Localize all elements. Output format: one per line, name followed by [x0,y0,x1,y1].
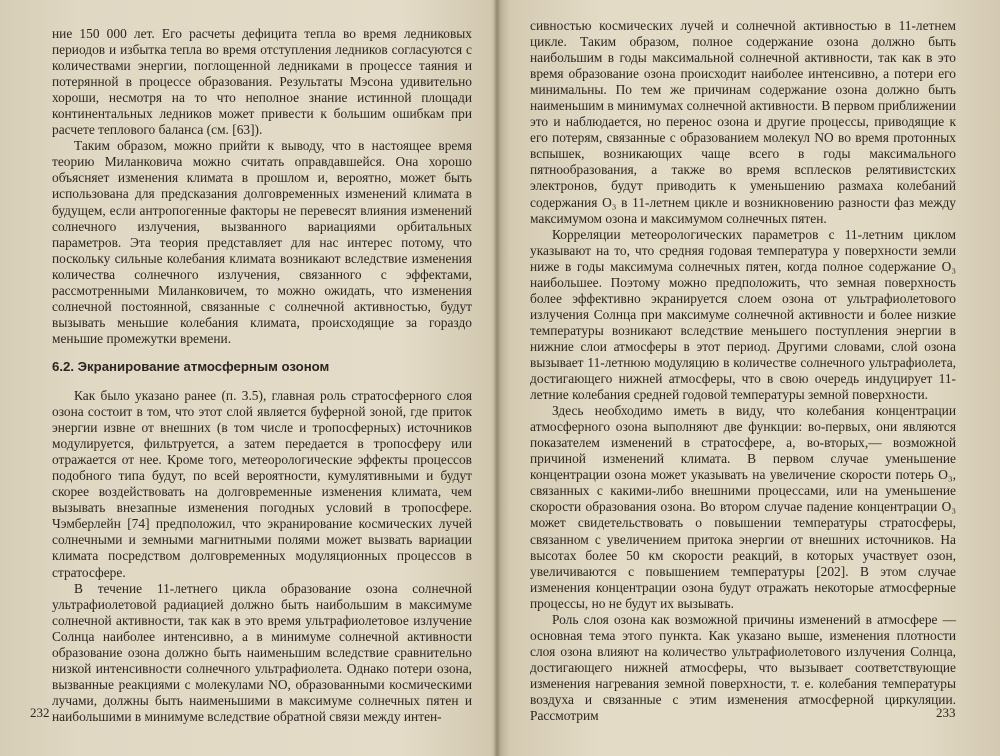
paragraph: Корреляции метеорологических параметров с 11-летним циклом указывают на то, что средняя годовая температура у поверхности земли ниже в годы максимума солнечных пятен, когда полное содержание O₃ наибольшее. Поэтому можно предположить, что земная поверхность более эффективно экранируется слоем озона от ультрафиолетового излучения Солнца при максимуме солнечной активности и более низкие температуры возникают вследствие меньшего поступления энергии в нижние слои атмосферы в этот период. Другими словами, слой озона вызывает 11-летнюю модуляцию в количестве солнечного ультрафиолета, достигающего нижней атмосферы, что в свою очередь индуцирует 11-летние колебания средней годовой температуры земной поверхности. [530,226,956,403]
paragraph: Таким образом, можно прийти к выводу, что в настоящее время теорию Миланковича можно считать оправдавшейся. Она хорошо объясняет изменения климата в прошлом и, вероятно, может быть использована для предсказания долговременных изменений климата в будущем, если антропогенные факторы не перевесят влияния изменений солнечного излучения, вызванного вариациями орбитальных параметров. Эта теория представляет для нас интерес потому, что поскольку сильные колебания климата возникают вследствие изменения количества солнечного излучения, связанного с эффектами, рассмотренными Миланковичем, то можно ожидать, что изменения солнечной постоянной, связанные с солнечной активностью, будут вызывать меньшие колебания климата, происходящие за гораздо меньшие промежутки времени. [52,138,472,346]
book-gutter [493,0,501,756]
section-heading: 6.2. Экранирование атмосферным озоном [52,358,330,374]
paragraph: ние 150 000 лет. Его расчеты дефицита тепла во время ледниковых периодов и избытка тепла во время отступления ледников согласуются с количествами энергии, поглощенной ледниками в процессе таяния и потерянной в процессе образования. Результаты Мэсона удивительно хороши, несмотря на то что неполное знание истинной площади континентальных ледников может привести к большим ошибкам при расчете теплового баланса (см. [63]). [52,26,472,138]
paragraph: Здесь необходимо иметь в виду, что колебания концентрации атмосферного озона выполняют две функции: во-первых, они являются показателем изменений в стратосфере, а, во-вторых,— возможной причиной изменений климата. В первом случае уменьшение концентрации озона может указывать на увеличение скорости потерь O₃, связанных с какими-либо внешними процессами, или на уменьшение скорости образования озона. Во втором случае падение концентрации O₃ может свидетельствовать о повышении температуры стратосферы, связанном с увеличением притока энергии от внешних источников. На высотах более 50 км скорости реакций, в которых участвует озон, увеличиваются с повышением температуры [202]. В этом случае изменения концентрации озона будут отражать некоторые атмосферные процессы, но не будут их вызывать. [530,403,956,611]
left-page [52,26,472,725]
page-number-right: 233 [936,705,956,720]
paragraph: Роль слоя озона как возможной причины изменений в атмосфере — основная тема этого пункта. Как указано выше, изменения плотности слоя озона влияют на количество ультрафиолетового излучения Солнца, достигающего нижней атмосферы, что вызывает соответствующие изменения нагревания земной поверхности, т. е. колебания температуры воздуха и связанные с этим изменения атмосферной циркуляции. Рассмотрим [530,611,956,724]
paragraph: сивностью космических лучей и солнечной активностью в 11-летнем цикле. Таким образом, полное содержание озона должно быть наибольшим в годы максимальной солнечной активности, так как в это время образование озона происходит наиболее интенсивно, а потери его минимальны. По тем же причинам содержание озона должно быть наименьшим в минимумах солнечной активности. В первом приближении это и наблюдается, но перенос озона и другие процессы, приводящие к его потерям, связанные с образованием молекул NO во время протонных вспышек, возникающих чаще всего в годы максимального пятнообразования, а также во время всплесков релятивистских электронов, будут приводить к уменьшению размаха колебаний содержания O₃ в 11-летнем цикле и возникновению разности фаз между максимумом озона и максимумом солнечных пятен. [530,18,956,226]
right-page [530,18,956,724]
page-number-left: 232 [30,705,50,720]
paragraph: В течение 11-летнего цикла образование озона солнечной ультрафиолетовой радиацией должно быть наибольшим в максимуме солнечной активности, так как в это время ультрафиолетовое излучение Солнца наиболее интенсивно, а в минимуме солнечной активности образование озона должно быть наименьшим вследствие сравнительно низкой интенсивности солнечного ультрафиолета. Однако потери озона, вызванные реакциями с молекулами NO, образованными космическими лучами, должны быть наименьшими в максимуме солнечных пятен и наибольшими в минимуме вследствие обратной связи между интен- [52,580,472,724]
paragraph: Как было указано ранее (п. 3.5), главная роль стратосферного слоя озона состоит в том, что этот слой является буферной зоной, где приток энергии извне от внешних (в том числе и тропосферных) источников модулируется, фильтруется, а затем передается в тропосферу или отражается от нее. Кроме того, метеорологические эффекты процессов подобного типа будут, по всей вероятности, кумулятивными и будут скорее воздействовать на долговременные изменения климата, чем вызывать внезапные изменения погодных условий в тропосфере. Чэмберлейн [74] предположил, что экранирование космических лучей солнечными и земными магнитными полями может вызвать вариации климата посредством долговременных модуляционных процессов в стратосфере. [52,387,472,580]
